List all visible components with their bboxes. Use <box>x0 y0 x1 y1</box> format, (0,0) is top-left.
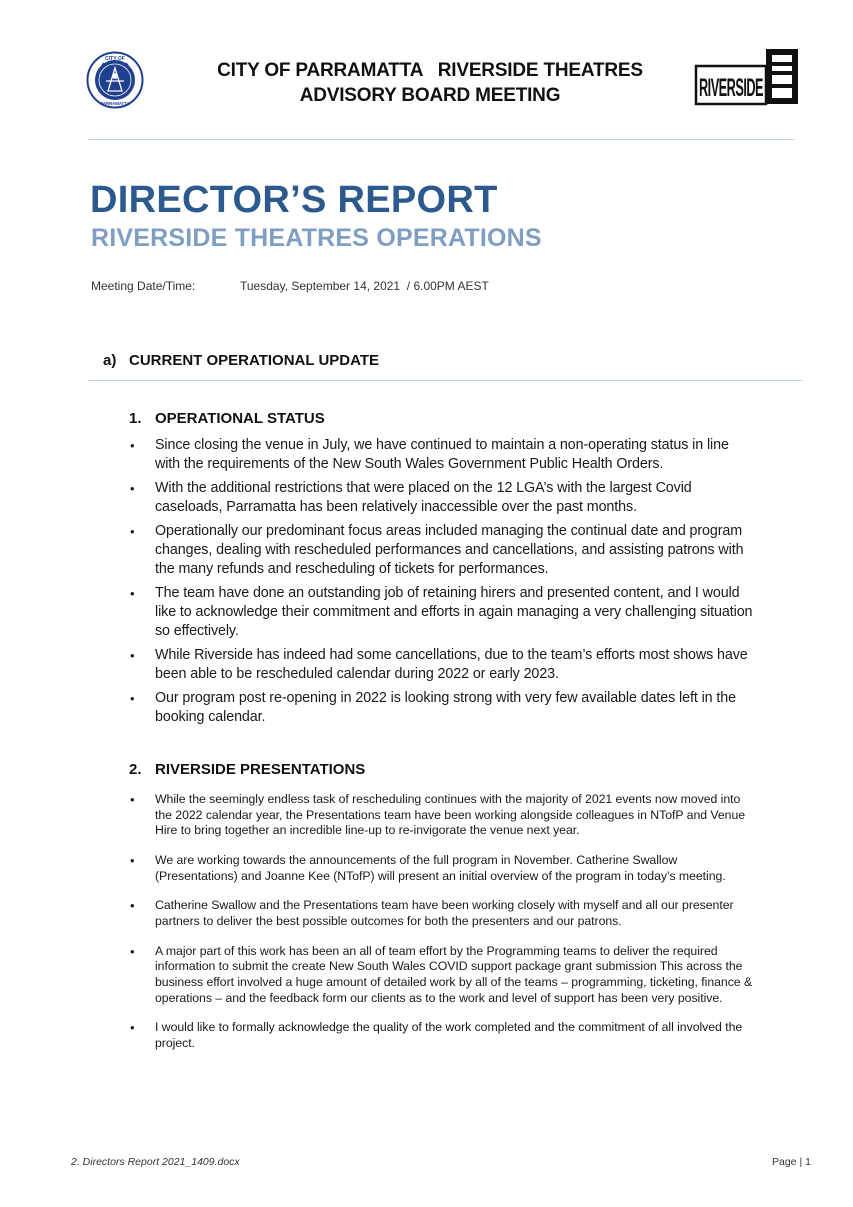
riverside-presentations-number: 2. <box>129 761 142 778</box>
meeting-date-label: Meeting Date/Time: <box>91 279 196 293</box>
list-item: • A major part of this work has been an all of team effort by the Programming teams to deliver the required information to submit the create New South Wales COVID support package grant submission This across the business effort involved a huge amount of detailed work by all of the teams – programming, ticketing, finance & operations – and the feedback form our clients as to the work and level of support has been very positive. <box>130 943 753 1005</box>
section-a-heading <box>103 352 379 369</box>
list-item: • While the seemingly endless task of rescheduling continues with the majority of 2021 events now moved into the 2022 calendar year, the Presentations team have been working alongside colleagues in NTofP and Venue Hire to bring together an incredible line-up to re-invigorate the venue next year. <box>130 792 746 838</box>
header-title-line-1: CITY OF PARRAMATTA RIVERSIDE THEATRES <box>217 60 643 81</box>
report-subtitle: RIVERSIDE THEATRES OPERATIONS <box>91 224 542 252</box>
list-item: • While Riverside has indeed had some cancellations, due to the team’s efforts most shows have been able to be rescheduled calendar during 2022 or early 2023. <box>130 647 748 682</box>
list-item: • With the additional restrictions that were placed on the 12 LGA’s with the largest Covid caseloads, Parramatta has been relatively inaccessible over the past months. <box>130 480 692 515</box>
list-item: • Operationally our predominant focus areas included managing the continual date and program changes, dealing with rescheduled performances and cancellations, and assisting patrons with the many refunds and rescheduling of tickets for performances. <box>130 523 744 577</box>
riverside-presentations-title: RIVERSIDE PRESENTATIONS <box>155 761 366 778</box>
list-item: • I would like to formally acknowledge the quality of the work completed and the commitment of all involved the project. <box>130 1020 743 1050</box>
report-title: DIRECTOR’S REPORT <box>90 179 498 221</box>
meeting-date-value: Tuesday, September 14, 2021 / 6.00PM AEST <box>240 279 489 293</box>
logo-text: RIVERSIDE <box>699 74 764 102</box>
operational-status-list <box>126 436 756 732</box>
list-item: • Our program post re-opening in 2022 is looking strong with very few available dates left in the booking calendar. <box>130 690 736 725</box>
section-a-title: CURRENT OPERATIONAL UPDATE <box>129 352 380 369</box>
list-item: • We are working towards the announcements of the full program in November. Catherine Swallow (Presentations) and Joanne Kee (NTofP) will present an initial overview of the program in today’s meeting. <box>130 852 726 883</box>
list-item: • Since closing the venue in July, we have continued to maintain a non-operating status in line with the requirements of the New South Wales Government Public Health Orders. <box>130 437 729 472</box>
operational-status-heading <box>129 410 325 427</box>
operational-status-number: 1. <box>129 410 142 427</box>
svg-text:CITY OF: CITY OF <box>105 55 125 62</box>
header-divider <box>88 139 794 140</box>
svg-text:PARRAMATTA: PARRAMATTA <box>100 101 130 106</box>
riverside-presentations-heading <box>129 761 365 778</box>
riverside-logo <box>696 49 798 105</box>
footer-filename: 2. Directors Report 2021_1409.docx <box>71 1156 240 1168</box>
footer-page-number: Page | 1 <box>772 1156 811 1168</box>
operational-status-title: OPERATIONAL STATUS <box>155 410 325 427</box>
riverside-presentations-list <box>126 792 756 1066</box>
meeting-header-title <box>150 58 710 108</box>
list-item: • The team have done an outstanding job of retaining hirers and presented content, and I would like to acknowledge their commitment and efforts in again managing a very challenging situation so effectively. <box>130 585 753 639</box>
section-divider <box>88 380 802 381</box>
section-a-label: a) <box>103 352 117 369</box>
city-of-parramatta-seal <box>86 51 144 109</box>
header-title-line-2: ADVISORY BOARD MEETING <box>299 85 561 106</box>
list-item: • Catherine Swallow and the Presentations team have been working closely with myself and all our presenter partners to deliver the best possible outcomes for both the presenters and our patrons. <box>130 898 734 928</box>
